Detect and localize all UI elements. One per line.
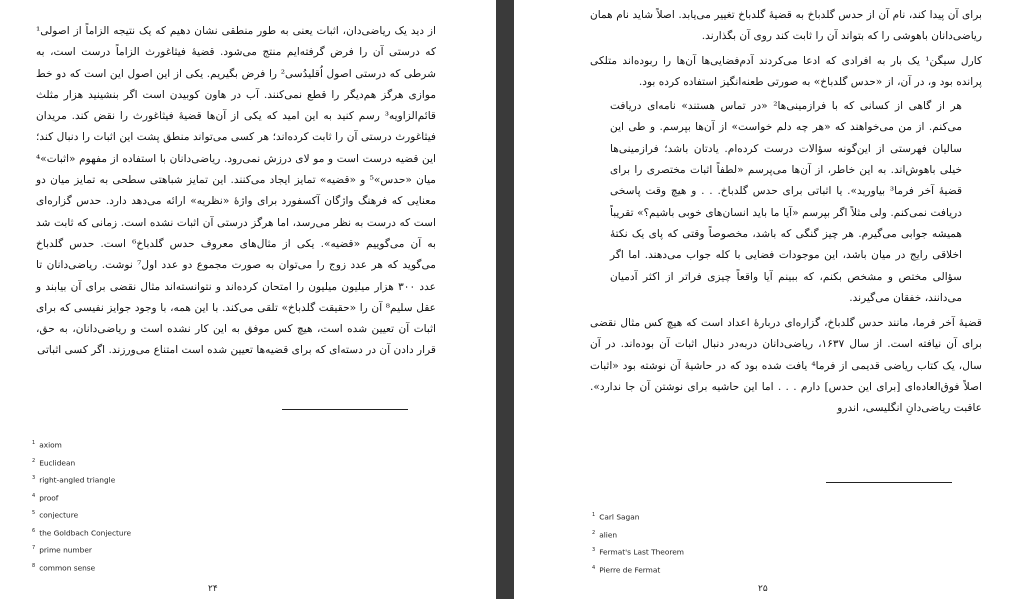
paragraph: از دید یک ریاضی‌دان، اثبات یعنی به طور منطقی نشان دهیم که یک نتیجه الزاماً از اصولی¹ که درستی آن را فرض گرفته‌ایم منتج می‌شود. قضیهٔ فیثاغورث الزاماً درست است، به شرطی که درستی اصول اُقلیدُسی² را فرض بگیریم. یکی از این اصول این است که دو خط موازی هرگز هم‌دیگر را قطع نمی‌کنند. آب در هاون کوبیدن است اگر بنشینید هزار مثلث قائم‌الزاویه³ رسم کنید به این امید که یکی از آن‌ها قضیهٔ فیثاغورث را نقض کند. مریدان فیثاغورث درستی آن را ثابت کرده‌اند؛ هر کسی می‌تواند منطق پشت این اثبات را دنبال کند؛ این قضیه درست است و مو لای درزش نمی‌رود. ریاضی‌دانان با استفاده از مفهوم «اثبات»⁴ میان «حدس»⁵ و «قضیه» تمایز ایجاد می‌کنند. این تمایز شباهتی سطحی به تمایز میان دو معنایی که فرهنگ واژگان آکسفورد برای واژهٔ «نظریه» ارائه می‌دهد دارد. حدس گزاره‌ای است که درست به نظر می‌رسد، اما هرگز درستی آن اثبات نشده است. زمانی که ثابت شد به آن می‌گوییم «قضیه». یکی از مثال‌های معروف حدس گلدباخ⁶ است. حدس گلدباخ می‌گوید که هر عدد زوج را می‌توان به صورت مجموع دو عدد اول⁷ نوشت. ریاضی‌دانان تا عدد ۳۰۰ هزار میلیون میلیون را امتحان کرده‌اند و نتوانسته‌اند مثال نقضی برای آن بیابند و عقل سلیم⁸ آن را «حقیقت گلدباخ» تلقی می‌کند. با این همه، با وجود جوایز نفیسی که برای اثبات آن تعیین شده است، هیچ کس موفق به این کار نشده است و ریاضی‌دانان، به حق، قرار دادن آن در دسته‌ای که برای قضیه‌ها تعیین شده است امتناع می‌ورزند. اگر کسی اثباتی	[36, 25, 437, 357]
footnote-divider	[826, 482, 952, 483]
right-page-body	[590, 5, 982, 420]
left-page	[0, 0, 496, 599]
right-page	[514, 0, 1024, 599]
footnote-item: $^4$ proof	[32, 492, 59, 502]
block-quote: هر از گاهی از کسانی که با فرازمینی‌ها² «در تماس هستند» نامه‌ای دریافت می‌کنم. از من می‌خواهند که «هر چه دلم خواست» از آن‌ها بپرسم. و طی این سالیان فهرستی از این‌گونه سؤالات درست کرده‌ام. یادتان باشد؛ فرازمینی‌ها خیلی باهوش‌اند. به این خاطر، از آن‌ها می‌پرسم «لطفاً اثبات مختصری را برای قضیهٔ آخر فرما³ بیاورید». یا اثباتی برای حدس گلدباخ. . . و هیچ وقت پاسخی دریافت نمی‌کنم. ولی مثلاً اگر بپرسم «آیا ما باید انسان‌های خوبی باشیم؟» تقریباً همیشه جوابی می‌گیرم. هر چیز گنگی که باشد، مخصوصاً وقتی که پای یک نکتهٔ اخلاقی رایج در میان باشد، این موجودات فضایی با کله جواب می‌دهند. اما اگر سؤالی مختص و مشخص بکنم، که ببینم آیا واقعاً چیزی فراتر از اکثر آدمیان می‌دانند، خفقان می‌گیرند.	[610, 100, 963, 304]
footnote-item: $^1$ Carl Sagan	[592, 512, 640, 522]
footnote-item: $^3$ right-angled triangle	[32, 475, 116, 485]
paragraph: قضیهٔ آخر فرما، مانند حدس گلدباخ، گزاره‌ای دربارهٔ اعداد است که هیچ کس مثال نقضی برای آن نیافته است. از سال ۱۶۳۷، ریاضی‌دانان دربه‌در دنبال اثبات آن بوده‌اند. در آن سال، یک کتاب ریاضی قدیمی از فرما⁴ یافت شده بود که در حاشیهٔ آن نوشته بود «اثبات اصلاً فوق‌العاده‌ای [برای این حدس] دارم . . . اما این حاشیه برای نوشتن آن جا ندارد». عاقبت ریاضی‌دانِ انگلیسی، اندرو	[590, 317, 983, 415]
footnote-item: $^3$ Fermat's Last Theorem	[592, 547, 684, 557]
footnote-divider	[282, 409, 408, 410]
footnote-item: $^4$ Pierre de Fermat	[592, 564, 661, 574]
footnote-item: $^2$ Euclidean	[32, 457, 76, 467]
paragraph: کارل سیگن¹ یک بار به افرادی که ادعا می‌کردند آدم‌فضایی‌ها آن‌ها را ربوده‌اند متلکی پرانده بود و، در آن، از «حدس گلدباخ» به صورتی طعنه‌انگیز استفاده کرده بود.	[590, 54, 982, 88]
left-footnotes	[32, 440, 131, 580]
footnote-item: $^8$ common sense	[32, 562, 96, 572]
footnote-item: $^7$ prime number	[32, 545, 92, 555]
footnote-item: $^6$ the Goldbach Conjecture	[32, 527, 132, 537]
paragraph: برای آن پیدا کند، نام آن از حدس گلدباخ به قضیهٔ گلدباخ تغییر می‌یابد. اصلاً شاید نام همان ریاضی‌دانان باهوشی را که بتواند آن را ثابت کند روی آن بگذارند.	[590, 9, 982, 43]
right-footnotes	[592, 512, 684, 582]
page-number: ۲۴	[208, 584, 218, 594]
footnote-item: $^5$ conjecture	[32, 510, 79, 520]
left-page-body	[36, 21, 436, 362]
page-number: ۲۵	[758, 584, 768, 594]
footnote-item: $^2$ alien	[592, 529, 618, 539]
footnote-item: $^1$ axiom	[32, 440, 62, 450]
